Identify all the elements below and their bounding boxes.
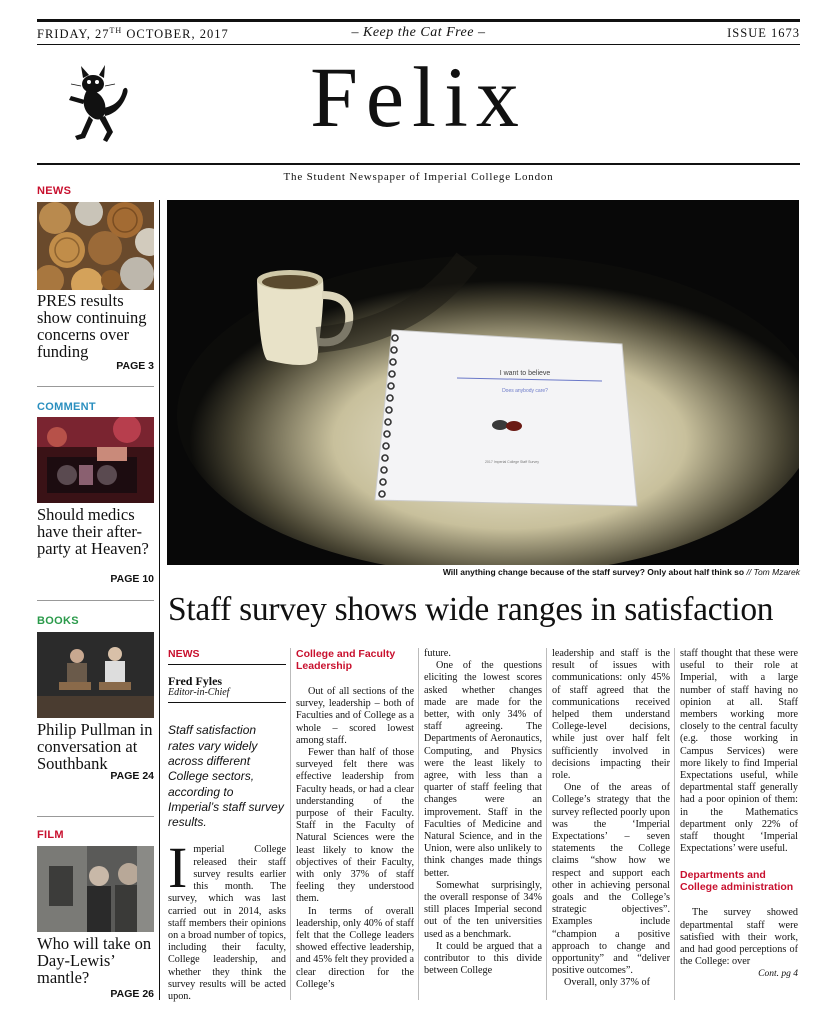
byline-rule bbox=[168, 702, 286, 703]
column-divider bbox=[546, 648, 547, 1000]
article-paragraph: The survey showed departmental staff were satisfied with their work, and had good perceptions of the College: over bbox=[680, 907, 798, 968]
sidebar-headline-comment[interactable]: Should medics have their after-party at Heaven? bbox=[37, 505, 149, 558]
hero-caption: Will anything change because of the staff survey? Only about half think so // Tom Mzarek bbox=[442, 567, 800, 577]
newspaper-subtitle: The Student Newspaper of Imperial College London bbox=[283, 171, 554, 183]
booklet-footer: 2017 Imperial College Staff Survey bbox=[484, 460, 540, 464]
day-lewis-image[interactable] bbox=[37, 846, 154, 932]
article-column-2 bbox=[296, 648, 414, 991]
article-paragraph: mperial College released their staff survey results earlier this month. The survey, which was last carried out in 2014, asks staff members their opinions on a broad number of topics, including their faculty, College leadership, and whether they think the survey results will be acted upon. bbox=[168, 844, 286, 1002]
article-paragraph: One of the questions eliciting the lowest scores asked whether changes made are made for the better, with only 34% of staff agreeing. The Departments of Aeronautics, Computing, and Physics were the least likely to agree, with less than a quarter of staff feeling that changes were an improvement. Staff in the Faculties of Medicine and Natural Science, and in the Union, were also unlikely to think changes made things better. bbox=[424, 660, 542, 879]
article-paragraph: future. bbox=[424, 648, 451, 659]
sidebar-page-news[interactable]: PAGE 3 bbox=[116, 360, 154, 372]
sidebar-headline-books[interactable]: Philip Pullman in conversation at Southbank bbox=[37, 720, 153, 773]
sidebar-page-books[interactable]: PAGE 24 bbox=[110, 770, 154, 782]
sidebar-headline-film[interactable]: Who will take on Day-Lewis’ mantle? bbox=[37, 934, 152, 987]
masthead-bottom-rule bbox=[37, 163, 800, 165]
article-paragraph: It could be argued that a contributor to this divide between College bbox=[424, 940, 542, 977]
article-column-3 bbox=[424, 648, 542, 977]
article-headline: Staff survey shows wide ranges in satisfaction bbox=[168, 591, 774, 628]
author-role: Editor-in-Chief bbox=[168, 687, 230, 699]
sidebar-divider bbox=[37, 600, 154, 601]
article-paragraph: staff thought that these were useful to their role at Imperial, with a large number of staff having no opinion at all. Staff members working more closely to the central faculty (e.g. those working in Campus Services) were more likely to find Imperial Expectations useful, while departmental staff generally had a poor opinion of them: in the Mathematics department only 22% of staff thought ‘Imperial Expectations’ were useful. bbox=[680, 648, 798, 855]
coins-image[interactable] bbox=[37, 202, 154, 290]
article-paragraph: Out of all sections of the survey, leadership – both of Faculties and of College as a whole – scored lowest among staff. bbox=[296, 686, 414, 746]
article-paragraph: leadership and staff is the result of issues with communications: only 45% of staff agreed that the communications received helped them understand College-level decisions, while just over half felt sufficiently involved in decisions impacting their role. bbox=[552, 648, 670, 782]
author-name: Fred Fyles bbox=[168, 674, 223, 688]
article-paragraph: One of the areas of College’s strategy that the survey reflected poorly upon was the ‘Imperial Expectations’ – seven statements the College claims “show how we respect and support each other in achieving personal goals and the College’s strategic objectives”. Examples include “champion a positive approach to change and opportunity” and “deliver positive outcomes”. bbox=[552, 782, 670, 977]
byline-rule bbox=[168, 664, 286, 665]
dropcap: I bbox=[168, 835, 188, 901]
sidebar-divider bbox=[37, 816, 154, 817]
article-section-label: NEWS bbox=[168, 648, 200, 660]
sidebar-headline-news[interactable]: PRES results show continuing concerns over funding bbox=[37, 291, 147, 361]
sidebar-page-film[interactable]: PAGE 26 bbox=[110, 988, 154, 1000]
article-column-5 bbox=[680, 648, 798, 981]
article-column-4 bbox=[552, 648, 670, 990]
newspaper-title: Felix bbox=[310, 49, 527, 145]
pullman-image[interactable] bbox=[37, 632, 154, 718]
sidebar-page-comment[interactable]: PAGE 10 bbox=[110, 573, 154, 585]
sidebar-divider bbox=[37, 386, 154, 387]
issue-number: ISSUE 1673 bbox=[727, 26, 800, 40]
article-paragraph: Overall, only 37% of bbox=[564, 977, 651, 989]
article-paragraph: In terms of overall leadership, only 40% of staff felt that the College leaders showed effective leadership, and 45% felt they provided a clear direction for the College’s bbox=[296, 905, 414, 990]
booklet-subtitle: Does anybody care? bbox=[502, 388, 548, 394]
top-rule bbox=[37, 19, 800, 22]
sidebar-section-news: NEWS bbox=[37, 185, 72, 197]
standfirst: Staff satisfaction rates vary widely across different College sectors, according to Imperial’s staff survey results. bbox=[168, 723, 284, 830]
subhead-leadership: College and Faculty Leadership bbox=[296, 648, 396, 672]
sidebar-vertical-rule bbox=[159, 200, 160, 1000]
hero-image bbox=[167, 200, 799, 565]
booklet-title: I want to believe bbox=[499, 370, 551, 377]
column-divider bbox=[290, 648, 291, 1000]
sidebar-section-comment: COMMENT bbox=[37, 401, 96, 413]
sidebar-section-books: BOOKS bbox=[37, 615, 79, 627]
sidebar-section-film: FILM bbox=[37, 829, 64, 841]
motto: – Keep the Cat Free – bbox=[351, 25, 486, 40]
article-paragraph: Somewhat surprisingly, the overall response of 34% still places Imperial second out of the ten universities used as a benchmark. bbox=[424, 879, 542, 940]
column-divider bbox=[674, 648, 675, 1000]
article-paragraph: Fewer than half of those surveyed felt there was effective leadership from Faculty heads, or had a clear understanding of the purpose of their Faculty. Staff in the Faculty of Natural Sciences were the least likely to know the objectives of their Faculty, with only 37% of staff feeling they understood them. bbox=[296, 747, 414, 905]
issue-date: FRIDAY, 27TH OCTOBER, 2017 bbox=[37, 26, 229, 42]
article-column-1 bbox=[168, 648, 286, 1003]
subhead-departments: Departments and College administration bbox=[680, 869, 794, 894]
masthead-rule bbox=[37, 44, 800, 45]
continued-link[interactable]: Cont. pg 4 bbox=[758, 969, 798, 980]
photo-credit: // Tom Mzarek bbox=[744, 567, 800, 577]
dj-image[interactable] bbox=[37, 417, 154, 503]
column-divider bbox=[418, 648, 419, 1000]
